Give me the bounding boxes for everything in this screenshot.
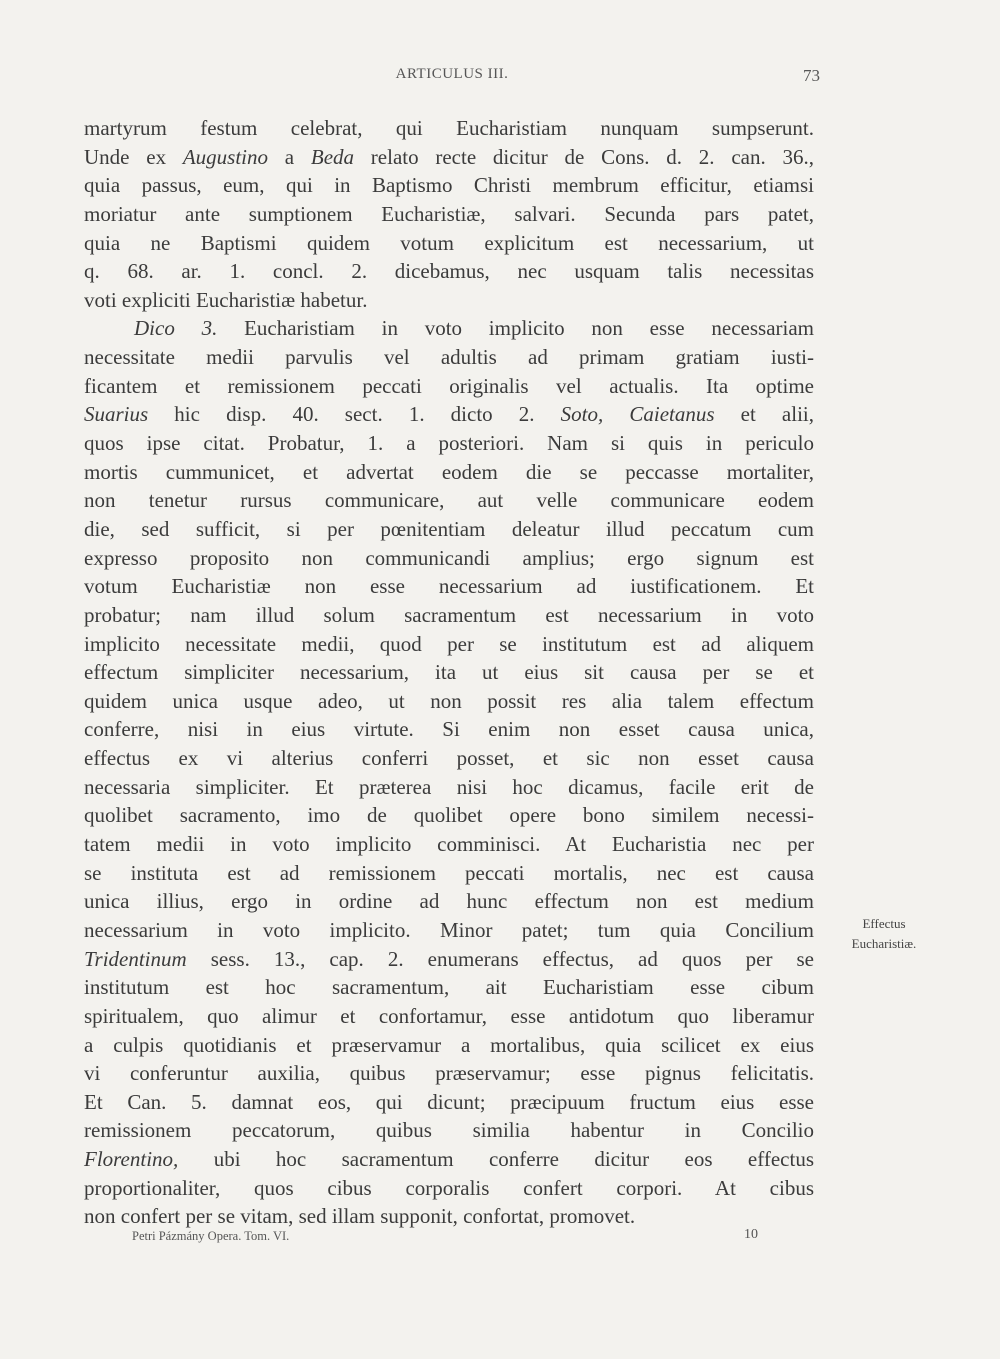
text-line (84, 887, 814, 916)
text-segment: q. 68. ar. 1. concl. 2. dicebamus, nec usquam talis necessitas (84, 259, 814, 284)
text-line (84, 945, 814, 974)
text-segment: hic disp. 40. sect. 1. dicto 2. (148, 402, 561, 427)
text-line (84, 1116, 814, 1145)
text-line (84, 1145, 814, 1174)
text-segment: institutum est hoc sacramentum, ait Eucharistiam esse cibum (84, 975, 814, 1000)
text-line (84, 1002, 814, 1031)
text-segment: vi conferuntur auxilia, quibus præservamur; esse pignus felicitatis. (84, 1061, 814, 1086)
italic-text: Tridentinum (84, 946, 187, 971)
text-line (84, 916, 814, 945)
text-segment: implicito necessitate medii, quod per se institutum est ad aliquem (84, 631, 814, 656)
text-line (84, 1031, 814, 1060)
text-segment: necessarium in voto implicito. Minor patet; tum quia Concilium (84, 917, 814, 942)
text-segment: a culpis quotidianis et præservamur a mortalibus, quia scilicet ex eius (84, 1032, 814, 1057)
text-line (84, 830, 814, 859)
text-line (84, 486, 814, 515)
text-segment: tatem medii in voto implicito comminisci. At Eucharistia nec per (84, 832, 814, 857)
text-line (84, 458, 814, 487)
text-segment: a (268, 144, 311, 169)
text-segment: quidem unica usque adeo, ut non possit res alia talem effectum (84, 688, 814, 713)
text-segment: Et Can. 5. damnat eos, qui dicunt; præcipuum fructum eius esse (84, 1089, 814, 1114)
text-segment: Eucharistiam in voto implicito non esse necessariam (217, 316, 814, 341)
page-number: 73 (803, 66, 820, 85)
text-line (84, 343, 814, 372)
page-header (84, 66, 820, 90)
text-line (84, 973, 814, 1002)
text-segment: moriatur ante sumptionem Eucharistiæ, salvari. Secunda pars patet, (84, 201, 814, 226)
text-line (84, 1174, 814, 1203)
text-line (84, 372, 814, 401)
text-line (84, 544, 814, 573)
text-segment: quolibet sacramento, imo de quolibet opere bono similem necessi- (84, 803, 814, 828)
text-segment: conferre, nisi in eius virtute. Si enim non esset causa unica, (84, 717, 814, 742)
text-segment: ubi hoc sacramentum conferre dicitur eos effectus (178, 1147, 814, 1172)
text-line (84, 314, 814, 343)
text-line (84, 400, 814, 429)
italic-text: Augustino (182, 144, 269, 169)
margin-note-line: Eucharistiæ. (851, 936, 917, 951)
main-text (84, 114, 814, 1231)
text-segment: non confert per se vitam, sed illam supponit, confortat, promovet. (84, 1204, 636, 1229)
text-segment: remissionem peccatorum, quibus similia habentur in Concilio (84, 1118, 814, 1143)
text-segment: voti expliciti Eucharistiæ habetur. (84, 287, 368, 312)
text-segment: quia passus, eum, qui in Baptismo Christi membrum efficitur, etiamsi (84, 173, 814, 198)
text-segment: quos ipse citat. Probatur, 1. a posteriori. Nam si quis in periculo (84, 431, 814, 456)
text-line (84, 744, 814, 773)
text-line (84, 630, 814, 659)
text-segment: non tenetur rursus communicare, aut velle communicare eodem (84, 488, 814, 513)
text-line (84, 773, 814, 802)
text-line (84, 801, 814, 830)
text-segment: et alii, (714, 402, 814, 427)
italic-text: Dico 3. (134, 316, 218, 341)
text-line (84, 171, 814, 200)
text-line (84, 1059, 814, 1088)
text-segment: unica illius, ergo in ordine ad hunc effectum non est medium (84, 889, 814, 914)
text-segment: relato recte dicitur de Cons. d. 2. can. 36., (354, 144, 814, 169)
signature-mark: 10 (744, 1227, 758, 1242)
text-segment: sess. 13., cap. 2. enumerans effectus, ad quos per se (186, 946, 814, 971)
text-segment: probatur; nam illud solum sacramentum est necessarium in voto (84, 602, 814, 627)
margin-note (834, 914, 934, 954)
page-footer (132, 1229, 772, 1249)
text-line (84, 143, 814, 172)
text-segment: die, sed sufficit, si per pœnitentiam deleatur illud peccatum cum (84, 516, 814, 541)
text-line (84, 687, 814, 716)
italic-text: Beda (310, 144, 355, 169)
text-segment: effectum simpliciter necessarium, ita ut eius sit causa per se et (84, 660, 814, 685)
text-line (84, 859, 814, 888)
text-line (84, 200, 814, 229)
text-segment: necessitate medii parvulis vel adultis ad primam gratiam iusti- (84, 345, 814, 370)
running-title: ARTICULUS III. (395, 66, 509, 82)
text-segment: mortis cummunicet, et advertat eodem die se peccasse mortaliter, (84, 459, 814, 484)
text-segment: se instituta est ad remissionem peccati mortalis, nec est causa (84, 860, 814, 885)
text-segment: spiritualem, quo alimur et confortamur, esse antidotum quo liberamur (84, 1003, 814, 1028)
text-segment: ficantem et remissionem peccati originalis vel actualis. Ita optime (84, 373, 814, 398)
text-segment: quia ne Baptismi quidem votum explicitum est necessarium, ut (84, 230, 814, 255)
text-line (84, 601, 814, 630)
text-segment: effectus ex vi alterius conferri posset, et sic non esset causa (84, 746, 814, 771)
text-segment: necessaria simpliciter. Et præterea nisi hoc dicamus, facile erit de (84, 774, 814, 799)
text-line (84, 286, 814, 315)
text-segment: Unde ex (84, 144, 183, 169)
text-line (84, 515, 814, 544)
text-segment: votum Eucharistiæ non esse necessarium ad iustificationem. Et (84, 574, 814, 599)
text-line (84, 572, 814, 601)
text-line (84, 429, 814, 458)
text-line (84, 1202, 814, 1231)
margin-note-line: Effectus (862, 916, 906, 931)
text-segment: expresso proposito non communicandi amplius; ergo signum est (84, 545, 814, 570)
italic-text: Suarius (84, 402, 149, 427)
text-line (84, 658, 814, 687)
text-line (84, 257, 814, 286)
footer-title: Petri Pázmány Opera. Tom. VI. (132, 1229, 290, 1243)
italic-text: Florentino, (84, 1147, 179, 1172)
text-segment: proportionaliter, quos cibus corporalis confert corpori. At cibus (84, 1175, 814, 1200)
text-line (84, 229, 814, 258)
text-line (84, 715, 814, 744)
italic-text: Soto, Caietanus (560, 402, 715, 427)
text-line (84, 1088, 814, 1117)
text-line (84, 114, 814, 143)
text-segment: martyrum festum celebrat, qui Eucharistiam nunquam sumpserunt. (84, 116, 814, 140)
